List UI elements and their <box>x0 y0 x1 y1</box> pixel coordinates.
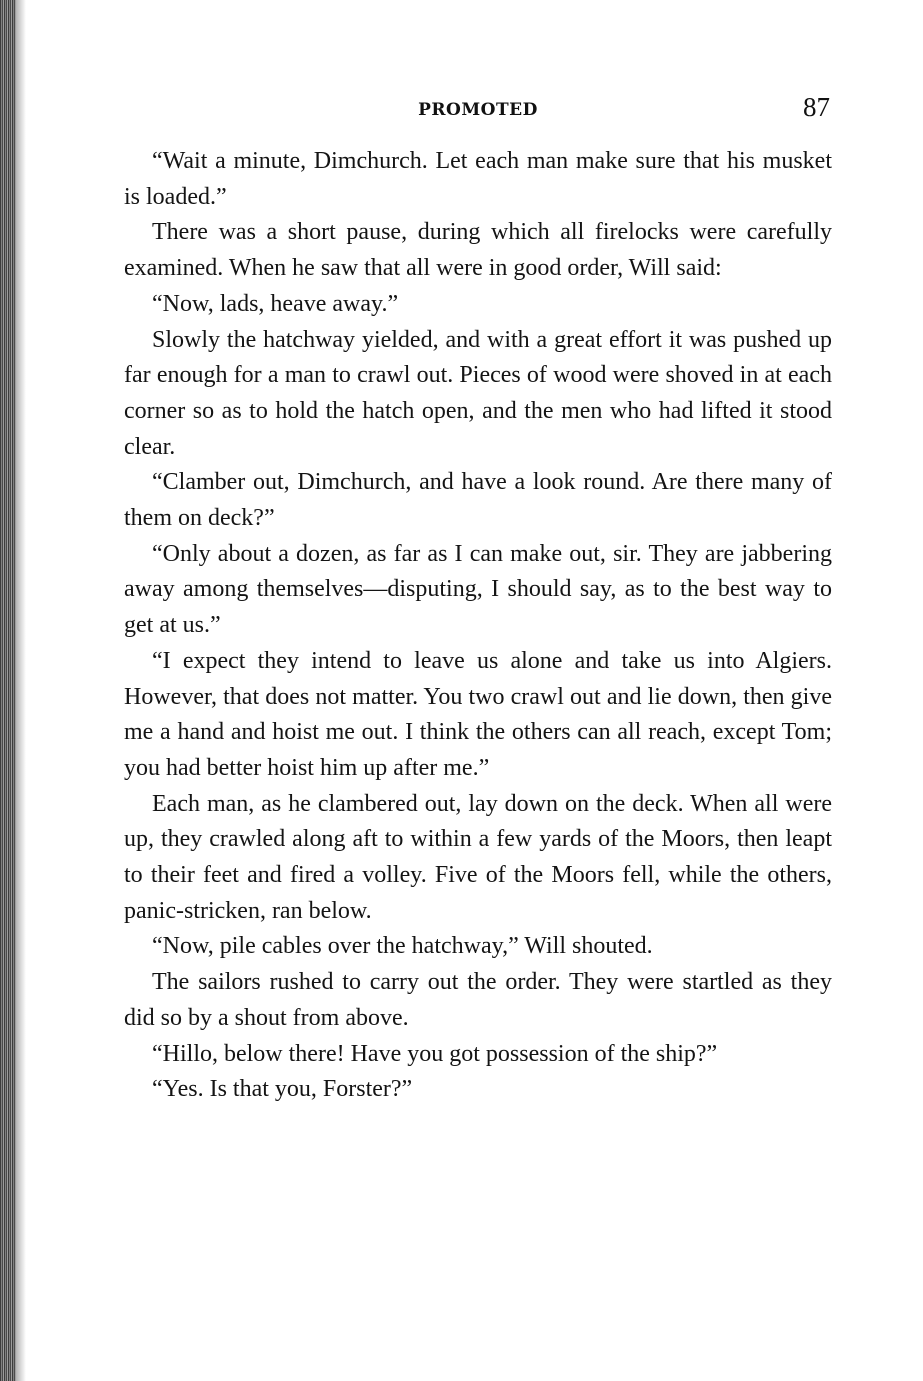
paragraph: “Clamber out, Dimchurch, and have a look round. Are there many of them on deck?” <box>124 469 832 532</box>
page-header <box>124 92 832 128</box>
paragraph: “Yes. Is that you, Forster?” <box>152 1076 413 1103</box>
paragraph: There was a short pause, during which all firelocks were carefully examined. When he saw that all were in good order, Will said: <box>124 219 832 282</box>
running-title: PROMOTED <box>418 100 538 120</box>
page-number: 87 <box>803 92 830 122</box>
paragraph: Each man, as he clambered out, lay down on the deck. When all were up, they crawled along aft to within a few yards of the Moors, then leapt to their feet and fired a volley. Five of the Moors fell, while the others, panic-stricken, ran below. <box>124 790 832 924</box>
paragraph: “Now, pile cables over the hatchway,” Will shouted. <box>152 933 653 960</box>
binding-shadow <box>16 0 26 1381</box>
page-binding-edge <box>0 0 16 1381</box>
paragraph: “Wait a minute, Dimchurch. Let each man make sure that his musket is loaded.” <box>124 148 832 210</box>
paragraph: “I expect they intend to leave us alone and take us into Algiers. However, that does not matter. You two crawl out and lie down, then give me a hand and hoist me out. I think the others can all reach, except Tom; you had better hoist him up after me.” <box>124 647 832 781</box>
body-text <box>124 144 832 1108</box>
paragraph: “Only about a dozen, as far as I can make out, sir. They are jabbering away among themselves—disputing, I should say, as to the best way to get at us.” <box>124 540 832 639</box>
paragraph: Slowly the hatchway yielded, and with a great effort it was pushed up far enough for a man to crawl out. Pieces of wood were shoved in at each corner so as to hold the hatch open, and the men who had lifted it stood clear. <box>124 326 832 460</box>
paragraph: “Hillo, below there! Have you got possession of the ship?” <box>152 1040 718 1067</box>
paragraph: “Now, lads, heave away.” <box>152 290 399 317</box>
paragraph: The sailors rushed to carry out the order. They were startled as they did so by a shout from above. <box>124 969 832 1031</box>
